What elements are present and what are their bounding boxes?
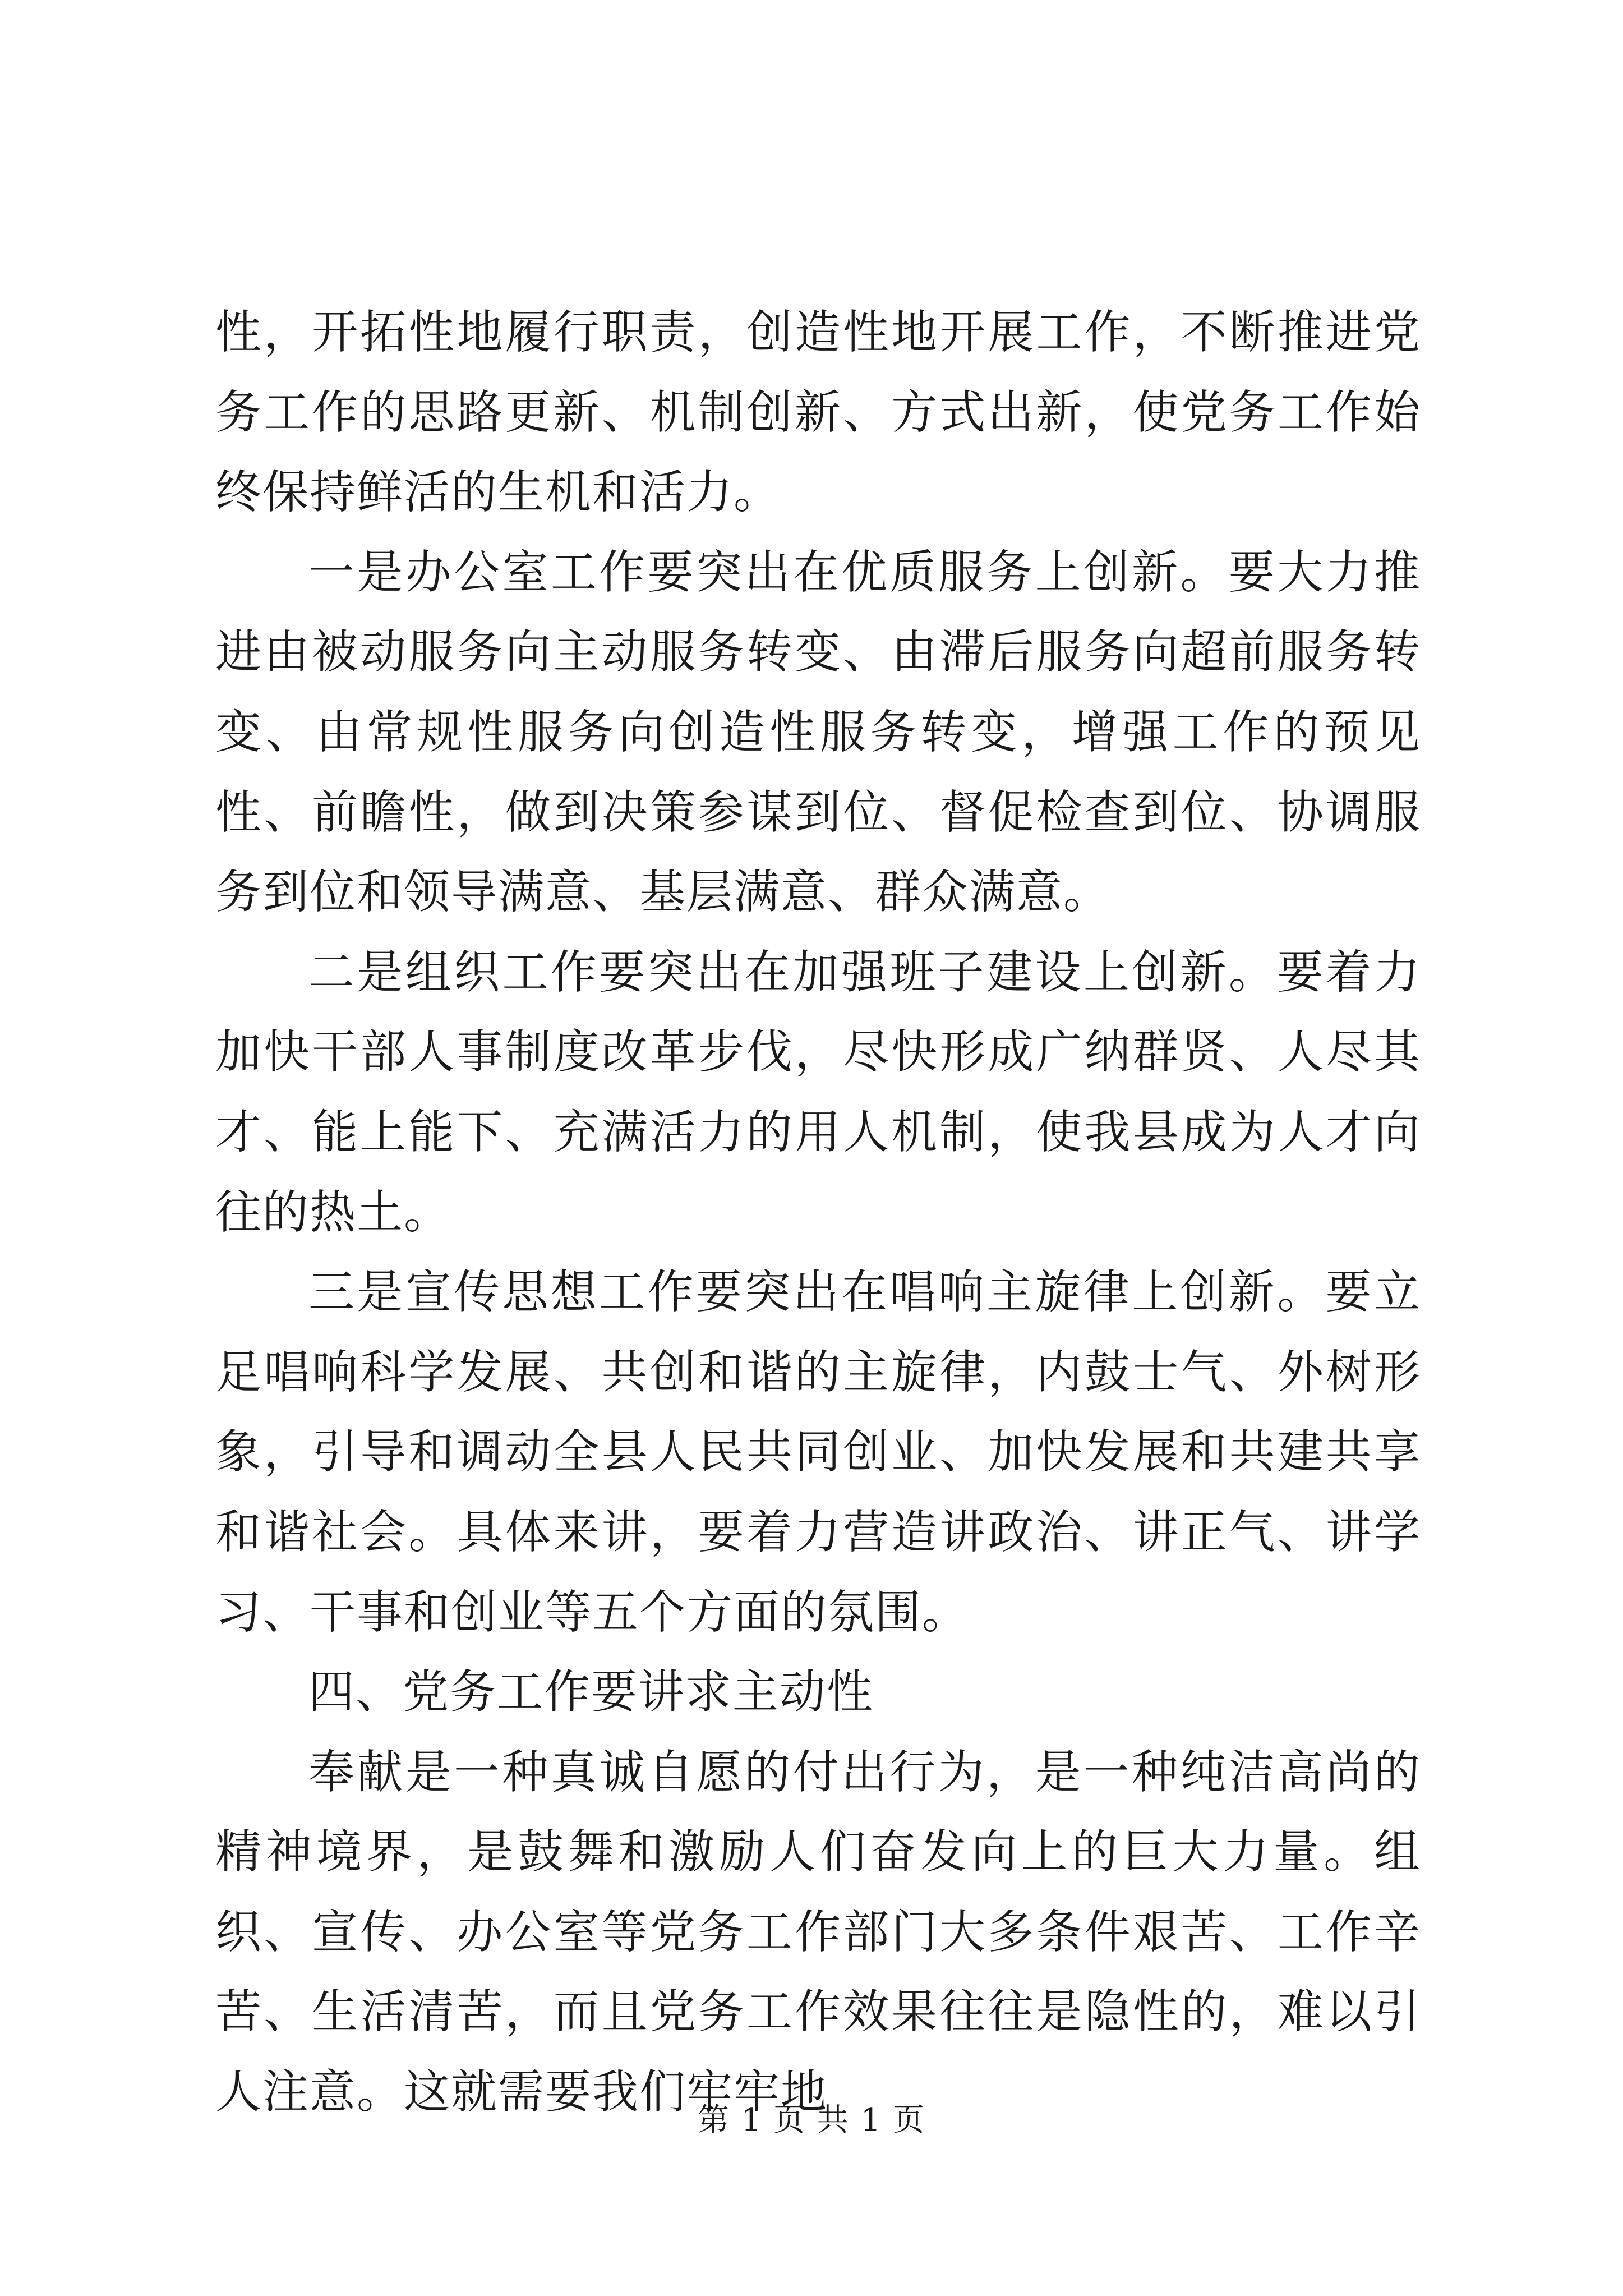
- section-heading: 四、党务工作要讲求主动性: [308, 1665, 874, 1719]
- paragraph-office-work: 一是办公室工作要突出在优质服务上创新。要大力推进由被动服务向主动服务转变、由滞后服务向超前服务转变、由常规性服务向创造性服务转变，增强工作的预见性、前瞻性，做到决策参谋到位、督促检查到位、协调服务到位和领导满意、基层满意、群众满意。: [215, 545, 1421, 919]
- paragraph-propaganda-work: 三是宣传思想工作要突出在唱响主旋律上创新。要立足唱响科学发展、共创和谐的主旋律，内鼓士气、外树形象，引导和调动全县人民共同创业、加快发展和共建共享和谐社会。具体来讲，要着力营造讲政治、讲正气、讲学习、干事和创业等五个方面的氛围。: [215, 1266, 1421, 1639]
- document-body: [215, 293, 1421, 2133]
- paragraph-organization-work: 二是组织工作要突出在加强班子建设上创新。要着力加快干部人事制度改革步伐，尽快形成广纳群贤、人尽其才、能上能下、充满活力的用人机制，使我县成为人才向往的热土。: [215, 945, 1421, 1239]
- paragraph-dedication: 奉献是一种真诚自愿的付出行为，是一种纯洁高尚的精神境界，是鼓舞和激励人们奋发向上的巨大力量。组织、宣传、办公室等党务工作部门大多条件艰苦、工作辛苦、生活清苦，而且党务工作效果往往是隐性的，难以引人注意。这就需要我们牢牢地: [215, 1745, 1421, 2119]
- paragraph-continuation: 性，开拓性地履行职责，创造性地开展工作，不断推进党务工作的思路更新、机制创新、方式出新，使党务工作始终保持鲜活的生机和活力。: [215, 306, 1421, 519]
- page-number-footer: 第 1 页 共 1 页: [697, 2102, 926, 2138]
